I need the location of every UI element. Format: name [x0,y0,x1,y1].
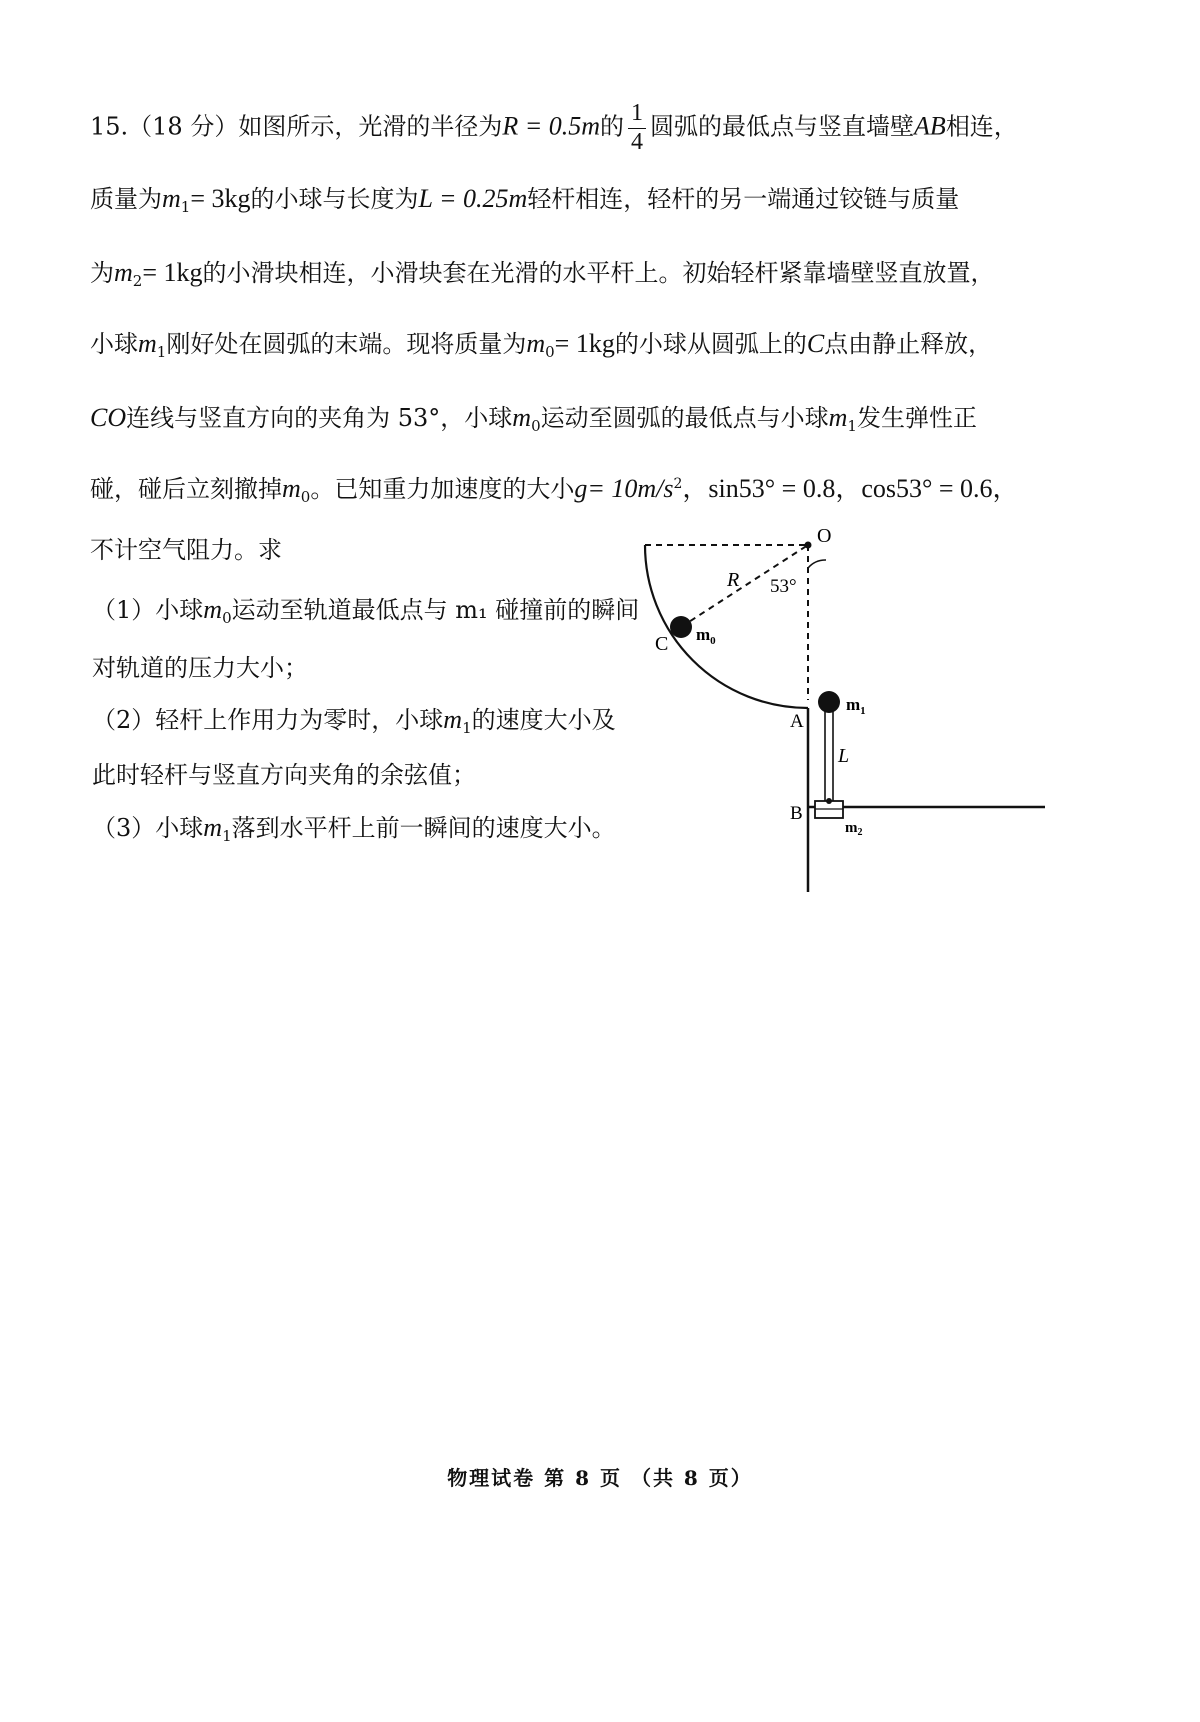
label-C: C [655,633,669,655]
label-R: R [727,569,740,591]
problem-line-4: 小球$m_1$刚好处在圆弧的末端。现将质量为$m_0= 1kg$的小球从圆弧上的C点由静止释放， [90,329,993,361]
angle-arc [808,560,826,568]
ball-m0 [670,616,692,638]
label-B: B [790,803,803,824]
problem-line-5: CO连线与竖直方向的夹角为 53°，小球$m_0$运动至圆弧的最低点与小球$m_1$发生弹性正 [90,403,977,435]
problem-line-1: 15.（18 分）如图所示，光滑的半径为R = 0.5m的 $\frac{1}{4}$ 圆弧的最低点与竖直墙壁AB相连， [90,100,1018,155]
radius-expression: R = 0.5m [502,111,601,141]
label-m2: $m_2$ [845,820,863,838]
page-footer: 物理试卷 第 8 页 （共 8 页） [447,1466,753,1490]
problem-line-7: 不计空气阻力。求 [90,536,282,564]
question-2-line-2: 此时轻杆与竖直方向夹角的余弦值； [92,761,476,789]
question-1-line-1: （1）小球$m_0$运动至轨道最低点与 m₁ 碰撞前的瞬间 [92,595,640,627]
problem-line-6: 碰，碰后立刻撤掉$m_0$。已知重力加速度的大小$g= 10m/s^2$，sin53° = 0.8，cos53° = 0.6， [90,474,1019,506]
hinge-point [826,798,832,804]
question-1-line-2: 对轨道的压力大小； [92,654,308,682]
label-m0: $m_0$ [696,625,716,647]
wall-label: AB [914,111,946,141]
quarter-fraction: $\frac{1}{4}$ [628,100,646,156]
label-A: A [790,711,804,732]
label-angle-53: 53° [770,576,797,597]
ball-m1 [818,691,840,713]
label-m1: $m_1$ [846,695,866,717]
problem-line-2: 质量为$m_1= 3kg$的小球与长度为L = 0.25m轻杆相连，轻杆的另一端通过铰链与质量 [90,184,960,216]
question-2-line-1: （2）轻杆上作用力为零时，小球$m_1$的速度大小及 [92,705,616,737]
light-rod-L [825,710,833,802]
label-L: L [838,745,850,767]
problem-line-3: 为$m_2= 1kg$的小滑块相连，小滑块套在光滑的水平杆上。初始轻杆紧靠墙壁竖直放置， [90,258,995,290]
question-3-line-1: （3）小球$m_1$落到水平杆上前一瞬间的速度大小。 [92,813,616,845]
pivot-point-O [805,542,812,549]
label-O: O [817,525,832,547]
